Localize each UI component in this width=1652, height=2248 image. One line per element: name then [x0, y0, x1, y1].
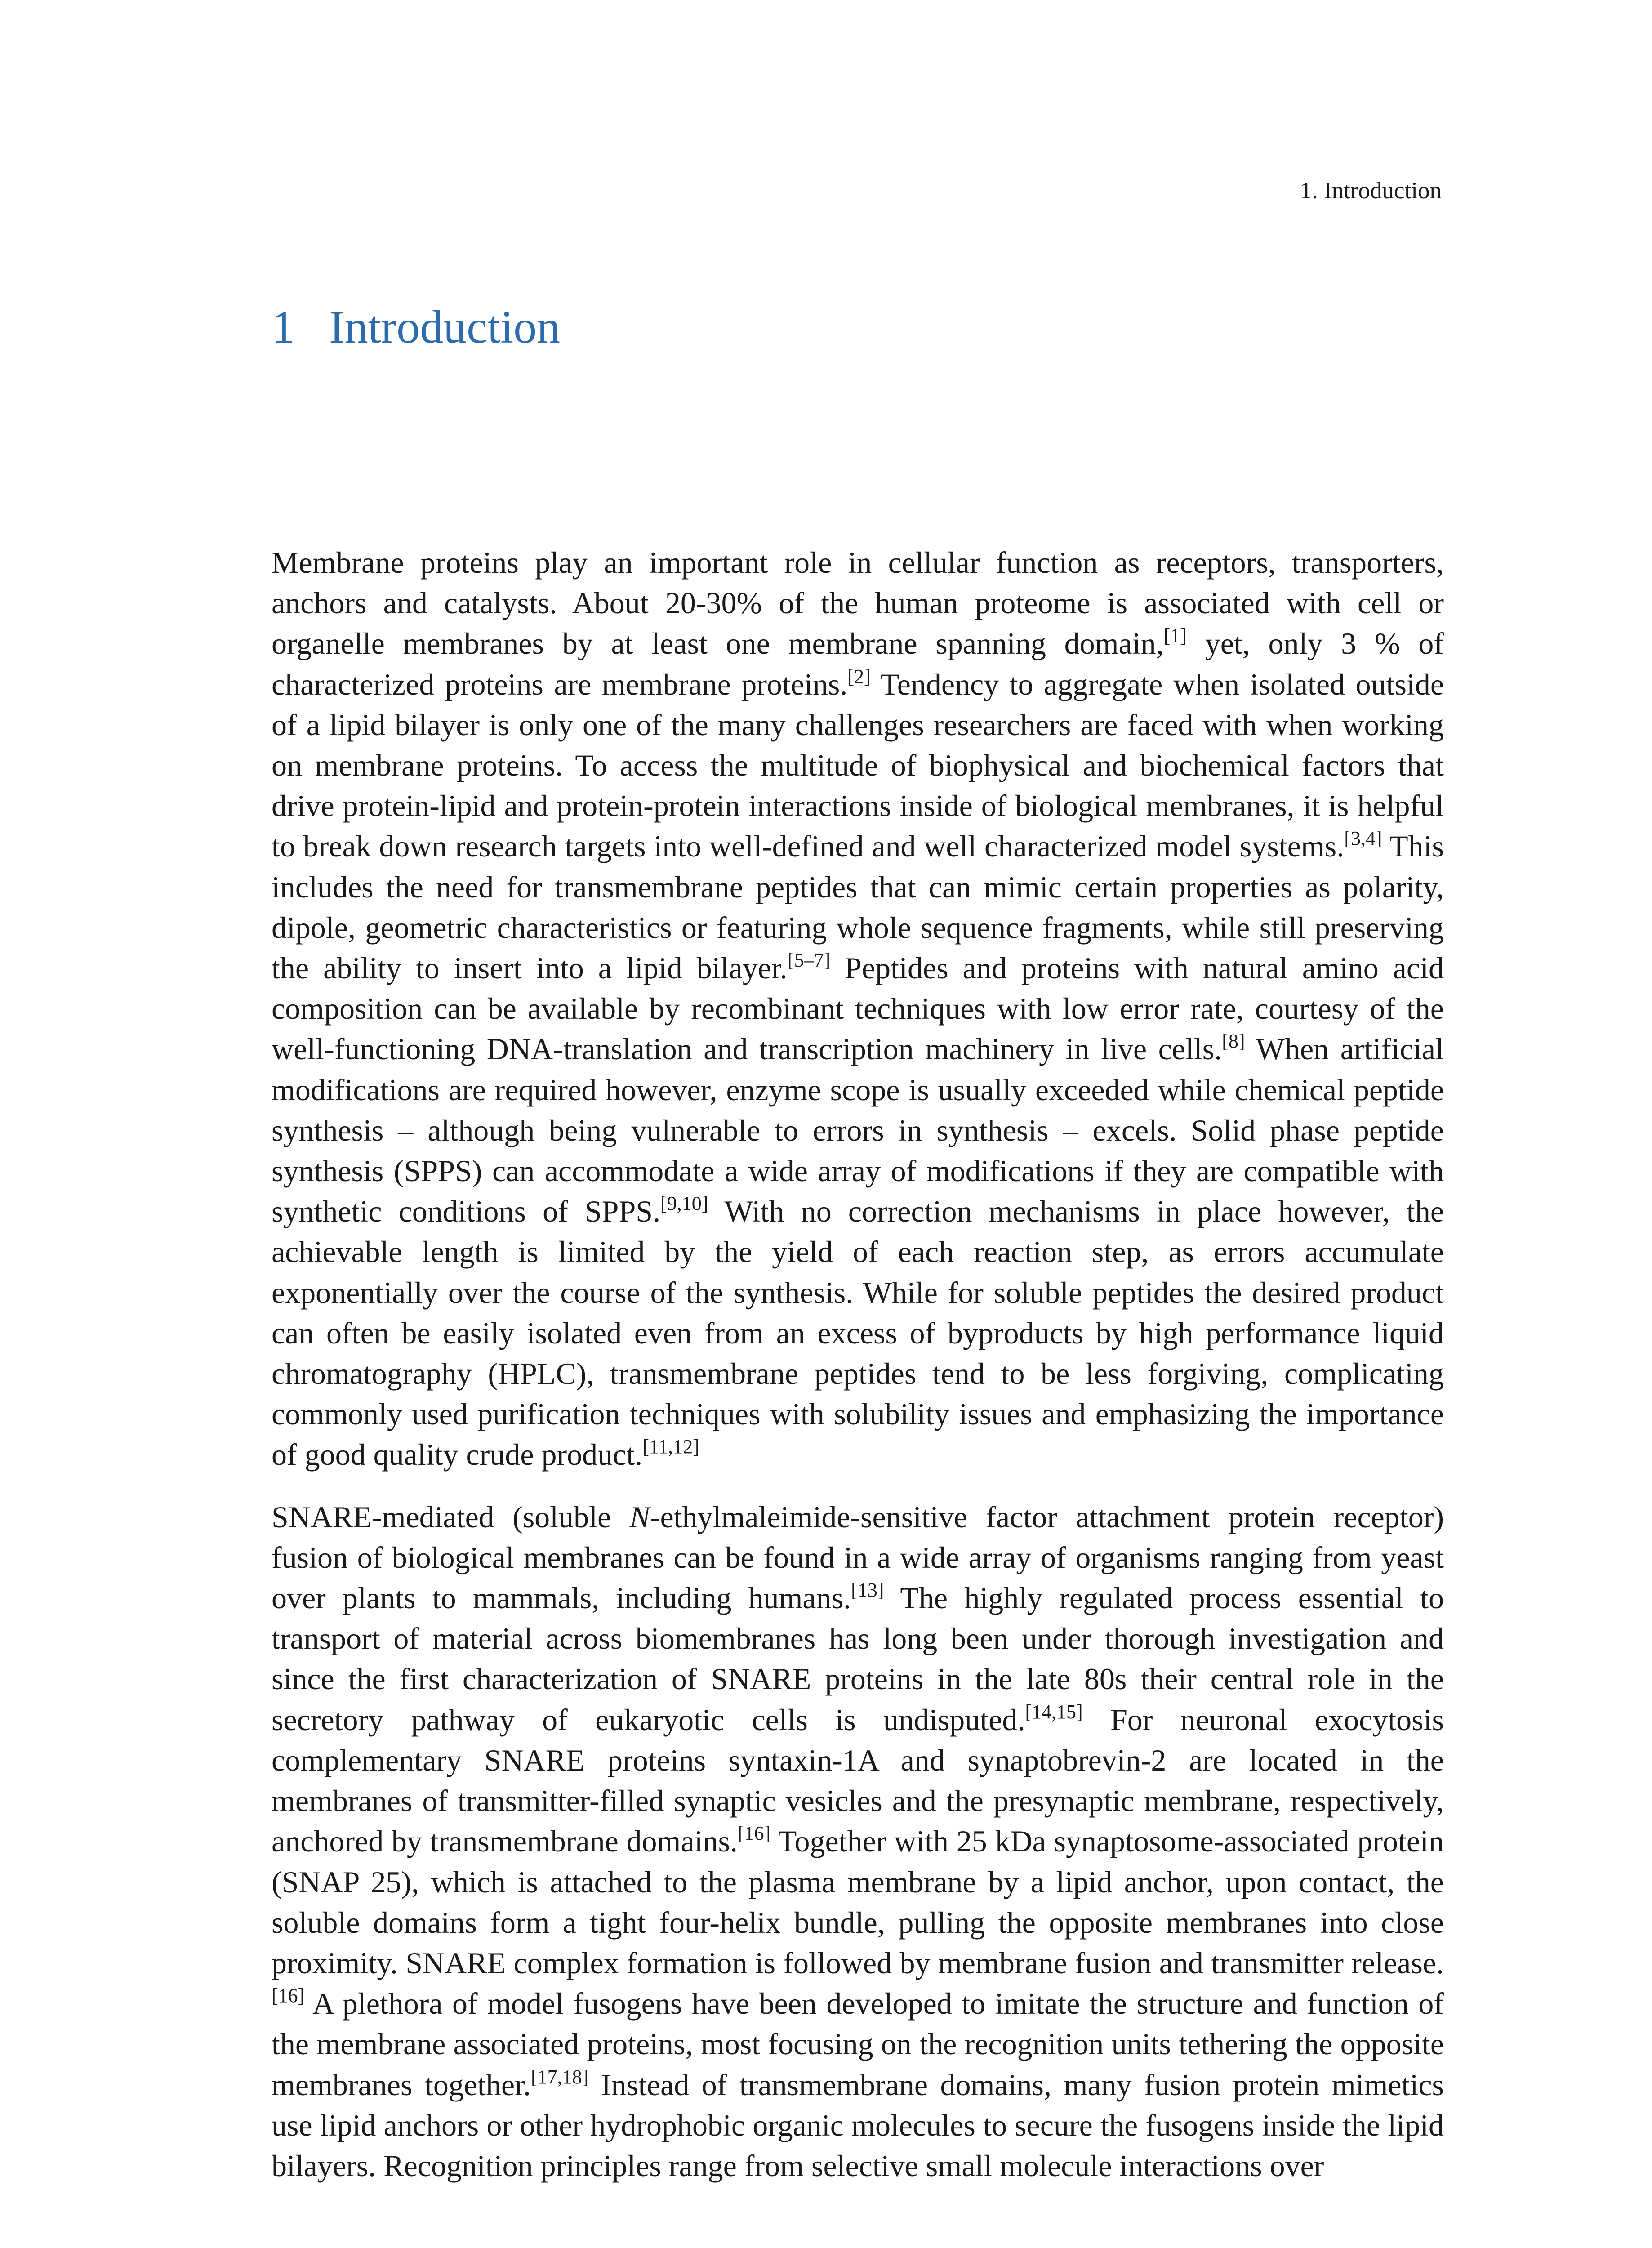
text-segment: With no correction mechanisms in place however, the achievable length is limited by the yield of each reaction step, as errors accumulate exponentially over the course of the synthesis. While for soluble peptides the desired product can often be easily isolated even from an excess of byproducts by high performance liquid chromatography (HPLC), transmembrane peptides tend to be less forgiving, complicating commonly used purification techniques with solubility issues and emphasizing the importance of good quality crude product.	[272, 1194, 1444, 1472]
paragraph-snare-fusion	[272, 1497, 1444, 2186]
chapter-number: 1	[272, 301, 295, 353]
italic-text: N	[629, 1499, 650, 1534]
text-segment: Together with 25 kDa synaptosome-associated protein (SNAP 25), which is attached to the plasma membrane by a lipid anchor, upon contact, the soluble domains form a tight four-helix bundle, pulling the opposite membranes into close proximity. SNARE complex formation is followed by membrane fusion and transmitter release.	[272, 1824, 1444, 1980]
paragraph-membrane-proteins	[272, 542, 1444, 1475]
text-segment: Tendency to aggregate when isolated outside of a lipid bilayer is only one of the many challenges researchers are faced with when working on membrane proteins. To access the multitude of biophysical and biochemical factors that drive protein-lipid and protein-protein interactions inside of biological membranes, it is helpful to break down research targets into well-defined and well characterized model systems.	[272, 667, 1444, 864]
text-segment: SNARE-mediated (soluble	[272, 1499, 630, 1534]
text-segment: A plethora of model fusogens have been developed to imitate the structure and function of the membrane associated proteins, most focusing on the recognition units tethering the opposite membranes together.	[272, 1986, 1444, 2102]
citation: [8]	[1222, 1030, 1245, 1053]
citation: [14,15]	[1025, 1700, 1083, 1723]
text-segment: When artificial modifications are required however, enzyme scope is usually exceeded while chemical peptide synthesis – although being vulnerable to errors in synthesis – excels. Solid phase peptide synthesis (SPPS) can accommodate a wide array of modifications if they are compatible with synthetic conditions of SPPS.	[272, 1032, 1444, 1229]
running-header: 1. Introduction	[1300, 178, 1442, 204]
citation: [3,4]	[1344, 827, 1382, 850]
text-segment: -ethylmaleimide-sensitive factor attachment protein receptor) fusion of biological membranes can be found in a wide array of organisms ranging from yeast over plants to mammals, including humans.	[272, 1499, 1444, 1615]
chapter-heading	[272, 301, 561, 353]
body-text	[272, 542, 1444, 2186]
text-segment: Membrane proteins play an important role in cellular function as receptors, transporters, anchors and catalysts. About 20-30% of the human proteome is associated with cell or organelle membranes by at least one membrane spanning domain,	[272, 545, 1444, 661]
text-segment: The highly regulated process essential to transport of material across biomembranes has long been under thorough investigation and since the first characterization of SNARE proteins in the late 80s their central role in the secretory pathway of eukaryotic cells is undisputed.	[272, 1581, 1444, 1737]
text-segment: This includes the need for transmembrane peptides that can mimic certain properties as polarity, dipole, geometric characteristics or featuring whole sequence fragments, while still preserving the ability to insert into a lipid bilayer.	[272, 829, 1444, 986]
text-segment: yet, only 3 % of characterized proteins are membrane proteins.	[272, 626, 1444, 701]
citation: [1]	[1163, 624, 1187, 647]
citation: [5–7]	[787, 949, 831, 972]
citation: [13]	[851, 1579, 884, 1601]
citation: [16]	[272, 1985, 305, 2007]
text-segment: Instead of transmembrane domains, many fusion protein mimetics use lipid anchors or other hydrophobic organic molecules to secure the fusogens inside the lipid bilayers. Recognition principles range from selective small molecule interactions over	[272, 2067, 1444, 2183]
chapter-title: Introduction	[329, 301, 561, 353]
citation: [2]	[847, 665, 871, 687]
text-segment: For neuronal exocytosis complementary SNARE proteins syntaxin-1A and synaptobrevin-2 are located in the membranes of transmitter-filled synaptic vesicles and the presynaptic membrane, respectively, anchored by transmembrane domains.	[272, 1702, 1444, 1859]
citation: [9,10]	[660, 1192, 708, 1215]
citation: [11,12]	[642, 1436, 699, 1458]
citation: [16]	[737, 1822, 771, 1845]
citation: [17,18]	[531, 2065, 589, 2088]
text-segment: Peptides and proteins with natural amino acid composition can be available by recombinant techniques with low error rate, courtesy of the well-functioning DNA-translation and transcription machinery in live cells.	[272, 951, 1444, 1066]
